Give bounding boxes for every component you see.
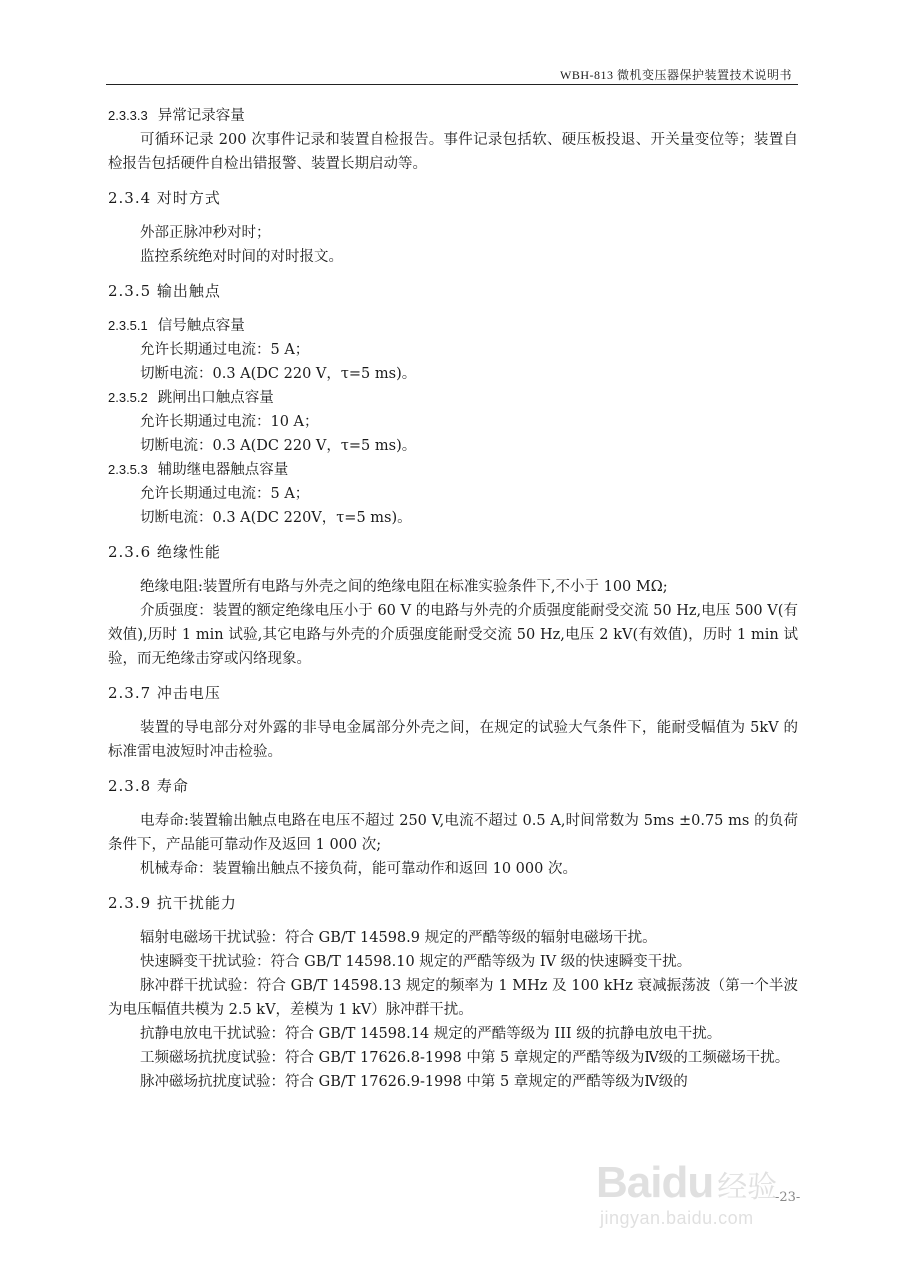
- subsection-heading-2351: [108, 314, 798, 338]
- subsection-title: 辅助继电器触点容量: [157, 462, 289, 478]
- page-number: -23-: [775, 1190, 801, 1205]
- paragraph: 脉冲磁场抗扰度试验：符合 GB/T 17626.9-1998 中第 5 章规定的严酷等级为Ⅳ级的: [140, 1074, 688, 1090]
- subsection-heading-2333: [108, 104, 798, 128]
- watermark-url: jingyan.baidu.com: [600, 1208, 754, 1228]
- document-body: [108, 104, 798, 1094]
- paragraph: 介质强度：装置的额定绝缘电压小于 60 V 的电路与外壳的介质强度能耐受交流 50 Hz,电压 500 V(有效值),历时 1 min 试验,其它电路与外壳的介质强度能耐受交流 50 Hz,电压 2 kV(有效值)，历时 1 min 试验，而无绝缘击穿或闪络现象。: [108, 603, 798, 667]
- subsection-number: 2.3.3.3: [108, 108, 148, 123]
- section-heading-235: 2.3.5 输出触点: [108, 282, 221, 300]
- paragraph: 机械寿命：装置输出触点不接负荷，能可靠动作和返回 10 000 次。: [140, 861, 577, 877]
- paragraph: 可循环记录 200 次事件记录和装置自检报告。事件记录包括软、硬压板投退、开关量变位等；装置自检报告包括硬件自检出错报警、装置长期启动等。: [108, 132, 798, 172]
- paragraph: 绝缘电阻:装置所有电路与外壳之间的绝缘电阻在标准实验条件下,不小于 100 MΩ;: [140, 579, 668, 595]
- paragraph: 工频磁场抗扰度试验：符合 GB/T 17626.8-1998 中第 5 章规定的严酷等级为Ⅳ级的工频磁场干扰。: [140, 1050, 790, 1066]
- text-line: 外部正脉冲秒对时；: [140, 225, 271, 241]
- baidu-jingyan-watermark: [596, 1158, 846, 1238]
- watermark-cn-text: 经验: [717, 1170, 778, 1205]
- text-line: 监控系统绝对时间的对时报文。: [140, 249, 343, 265]
- paragraph: 电寿命:装置输出触点电路在电压不超过 250 V,电流不超过 0.5 A,时间常数为 5ms ±0.75 ms 的负荷条件下，产品能可靠动作及返回 1 000 次;: [108, 813, 798, 853]
- subsection-heading-2353: [108, 458, 798, 482]
- header-rule: [106, 84, 798, 85]
- text-line: 切断电流：0.3 A(DC 220 V，τ=5 ms)。: [140, 438, 417, 454]
- text-line: 允许长期通过电流：5 A；: [140, 342, 310, 358]
- running-header: WBH-813 微机变压器保护装置技术说明书: [560, 68, 792, 82]
- subsection-title: 跳闸出口触点容量: [157, 390, 274, 406]
- text-line: 切断电流：0.3 A(DC 220V，τ=5 ms)。: [140, 510, 412, 526]
- paragraph: 装置的导电部分对外露的非导电金属部分外壳之间，在规定的试验大气条件下，能耐受幅值为 5kV 的标准雷电波短时冲击检验。: [108, 720, 798, 760]
- section-heading-239: 2.3.9 抗干扰能力: [108, 894, 237, 912]
- section-heading-234: 2.3.4 对时方式: [108, 189, 221, 207]
- subsection-number: 2.3.5.3: [108, 462, 148, 477]
- paragraph: 辐射电磁场干扰试验：符合 GB/T 14598.9 规定的严酷等级的辐射电磁场干扰。: [140, 930, 657, 946]
- section-heading-238: 2.3.8 寿命: [108, 777, 189, 795]
- subsection-heading-2352: [108, 386, 798, 410]
- baidu-logo: Baidu: [596, 1158, 714, 1207]
- text-line: 允许长期通过电流：5 A；: [140, 486, 310, 502]
- subsection-title: 异常记录容量: [157, 108, 245, 124]
- paragraph: 脉冲群干扰试验：符合 GB/T 14598.13 规定的频率为 1 MHz 及 100 kHz 衰减振荡波（第一个半波为电压幅值共模为 2.5 kV，差模为 1 kV）脉冲群干扰。: [108, 978, 798, 1018]
- section-heading-236: 2.3.6 绝缘性能: [108, 543, 221, 561]
- paragraph: 抗静电放电干扰试验：符合 GB/T 14598.14 规定的严酷等级为 III 级的抗静电放电干扰。: [140, 1026, 722, 1042]
- section-heading-237: 2.3.7 冲击电压: [108, 684, 221, 702]
- subsection-number: 2.3.5.2: [108, 390, 148, 405]
- subsection-number: 2.3.5.1: [108, 318, 148, 333]
- text-line: 允许长期通过电流：10 A；: [140, 414, 319, 430]
- paragraph: 快速瞬变干扰试验：符合 GB/T 14598.10 规定的严酷等级为 IV 级的快速瞬变干扰。: [140, 954, 692, 970]
- text-line: 切断电流：0.3 A(DC 220 V，τ=5 ms)。: [140, 366, 417, 382]
- subsection-title: 信号触点容量: [157, 318, 245, 334]
